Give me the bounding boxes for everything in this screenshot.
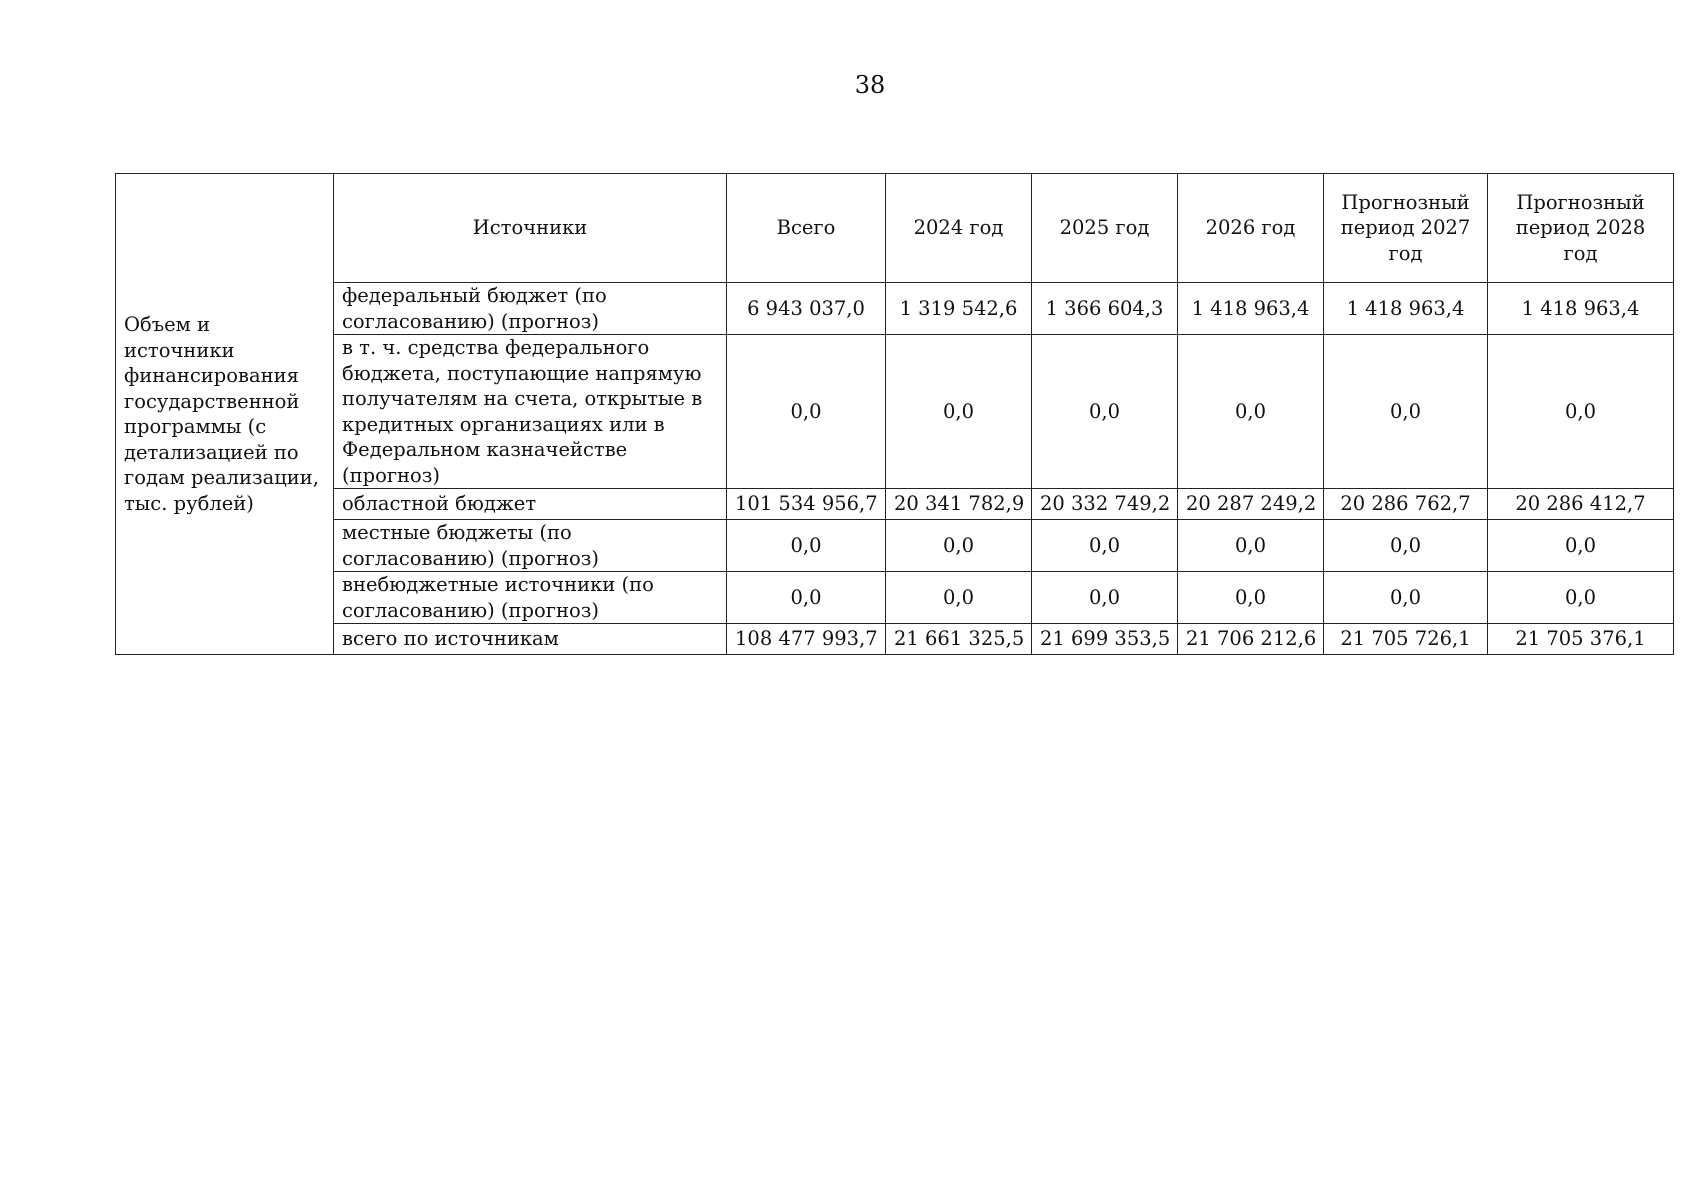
source-cell: федеральный бюджет (по согласованию) (прогноз) (334, 283, 727, 335)
header-row (116, 174, 1674, 283)
value-cell-2025: 1 366 604,3 (1032, 283, 1178, 335)
value-cell-2024: 0,0 (886, 572, 1032, 624)
value-cell-2028: 0,0 (1488, 520, 1674, 572)
total-cell: 0,0 (727, 335, 886, 489)
table-row (116, 520, 1674, 572)
row-label: Объем и источники финансирования государственной программы (с детализацией по годам реализации, тыс. рублей) (124, 313, 319, 515)
source-cell: всего по источникам (334, 624, 727, 655)
value-cell-2025: 0,0 (1032, 335, 1178, 489)
value-cell-2027: 0,0 (1324, 572, 1488, 624)
value-cell-2024: 20 341 782,9 (886, 489, 1032, 520)
value-cell-2026: 1 418 963,4 (1178, 283, 1324, 335)
row-label-cell (116, 174, 334, 655)
value-cell-2027: 1 418 963,4 (1324, 283, 1488, 335)
value-cell-2024: 0,0 (886, 335, 1032, 489)
value-cell-2028: 1 418 963,4 (1488, 283, 1674, 335)
table-row (116, 572, 1674, 624)
value-cell-2028: 0,0 (1488, 335, 1674, 489)
value-cell-2026: 0,0 (1178, 335, 1324, 489)
value-cell-2028: 20 286 412,7 (1488, 489, 1674, 520)
page-number: 38 (854, 71, 886, 99)
value-cell-2025: 0,0 (1032, 572, 1178, 624)
total-cell: 0,0 (727, 520, 886, 572)
table-row-total (116, 624, 1674, 655)
value-cell-2027: 20 286 762,7 (1324, 489, 1488, 520)
header-2025: 2025 год (1032, 174, 1178, 283)
value-cell-2027: 0,0 (1324, 520, 1488, 572)
header-2024: 2024 год (886, 174, 1032, 283)
value-cell-2026: 20 287 249,2 (1178, 489, 1324, 520)
value-cell-2026: 0,0 (1178, 520, 1324, 572)
source-cell: внебюджетные источники (по согласованию) (прогноз) (334, 572, 727, 624)
total-cell: 101 534 956,7 (727, 489, 886, 520)
table-row (116, 335, 1674, 489)
value-cell-2024: 21 661 325,5 (886, 624, 1032, 655)
value-cell-2024: 0,0 (886, 520, 1032, 572)
header-source: Источники (334, 174, 727, 283)
value-cell-2024: 1 319 542,6 (886, 283, 1032, 335)
value-cell-2027: 21 705 726,1 (1324, 624, 1488, 655)
table-row (116, 283, 1674, 335)
value-cell-2025: 20 332 749,2 (1032, 489, 1178, 520)
total-cell: 0,0 (727, 572, 886, 624)
source-cell: областной бюджет (334, 489, 727, 520)
value-cell-2028: 21 705 376,1 (1488, 624, 1674, 655)
header-2026: 2026 год (1178, 174, 1324, 283)
value-cell-2027: 0,0 (1324, 335, 1488, 489)
financing-table (115, 173, 1674, 655)
header-total: Всего (727, 174, 886, 283)
total-cell: 6 943 037,0 (727, 283, 886, 335)
header-2028: Прогнозный период 2028 год (1488, 174, 1674, 283)
value-cell-2026: 0,0 (1178, 572, 1324, 624)
value-cell-2026: 21 706 212,6 (1178, 624, 1324, 655)
total-cell: 108 477 993,7 (727, 624, 886, 655)
table-row (116, 489, 1674, 520)
value-cell-2025: 21 699 353,5 (1032, 624, 1178, 655)
value-cell-2028: 0,0 (1488, 572, 1674, 624)
header-2027: Прогнозный период 2027 год (1324, 174, 1488, 283)
value-cell-2025: 0,0 (1032, 520, 1178, 572)
source-cell: в т. ч. средства федерального бюджета, поступающие напрямую получателям на счета, открытые в кредитных организациях или в Федеральном казначействе (прогноз) (334, 335, 727, 489)
source-cell: местные бюджеты (по согласованию) (прогноз) (334, 520, 727, 572)
